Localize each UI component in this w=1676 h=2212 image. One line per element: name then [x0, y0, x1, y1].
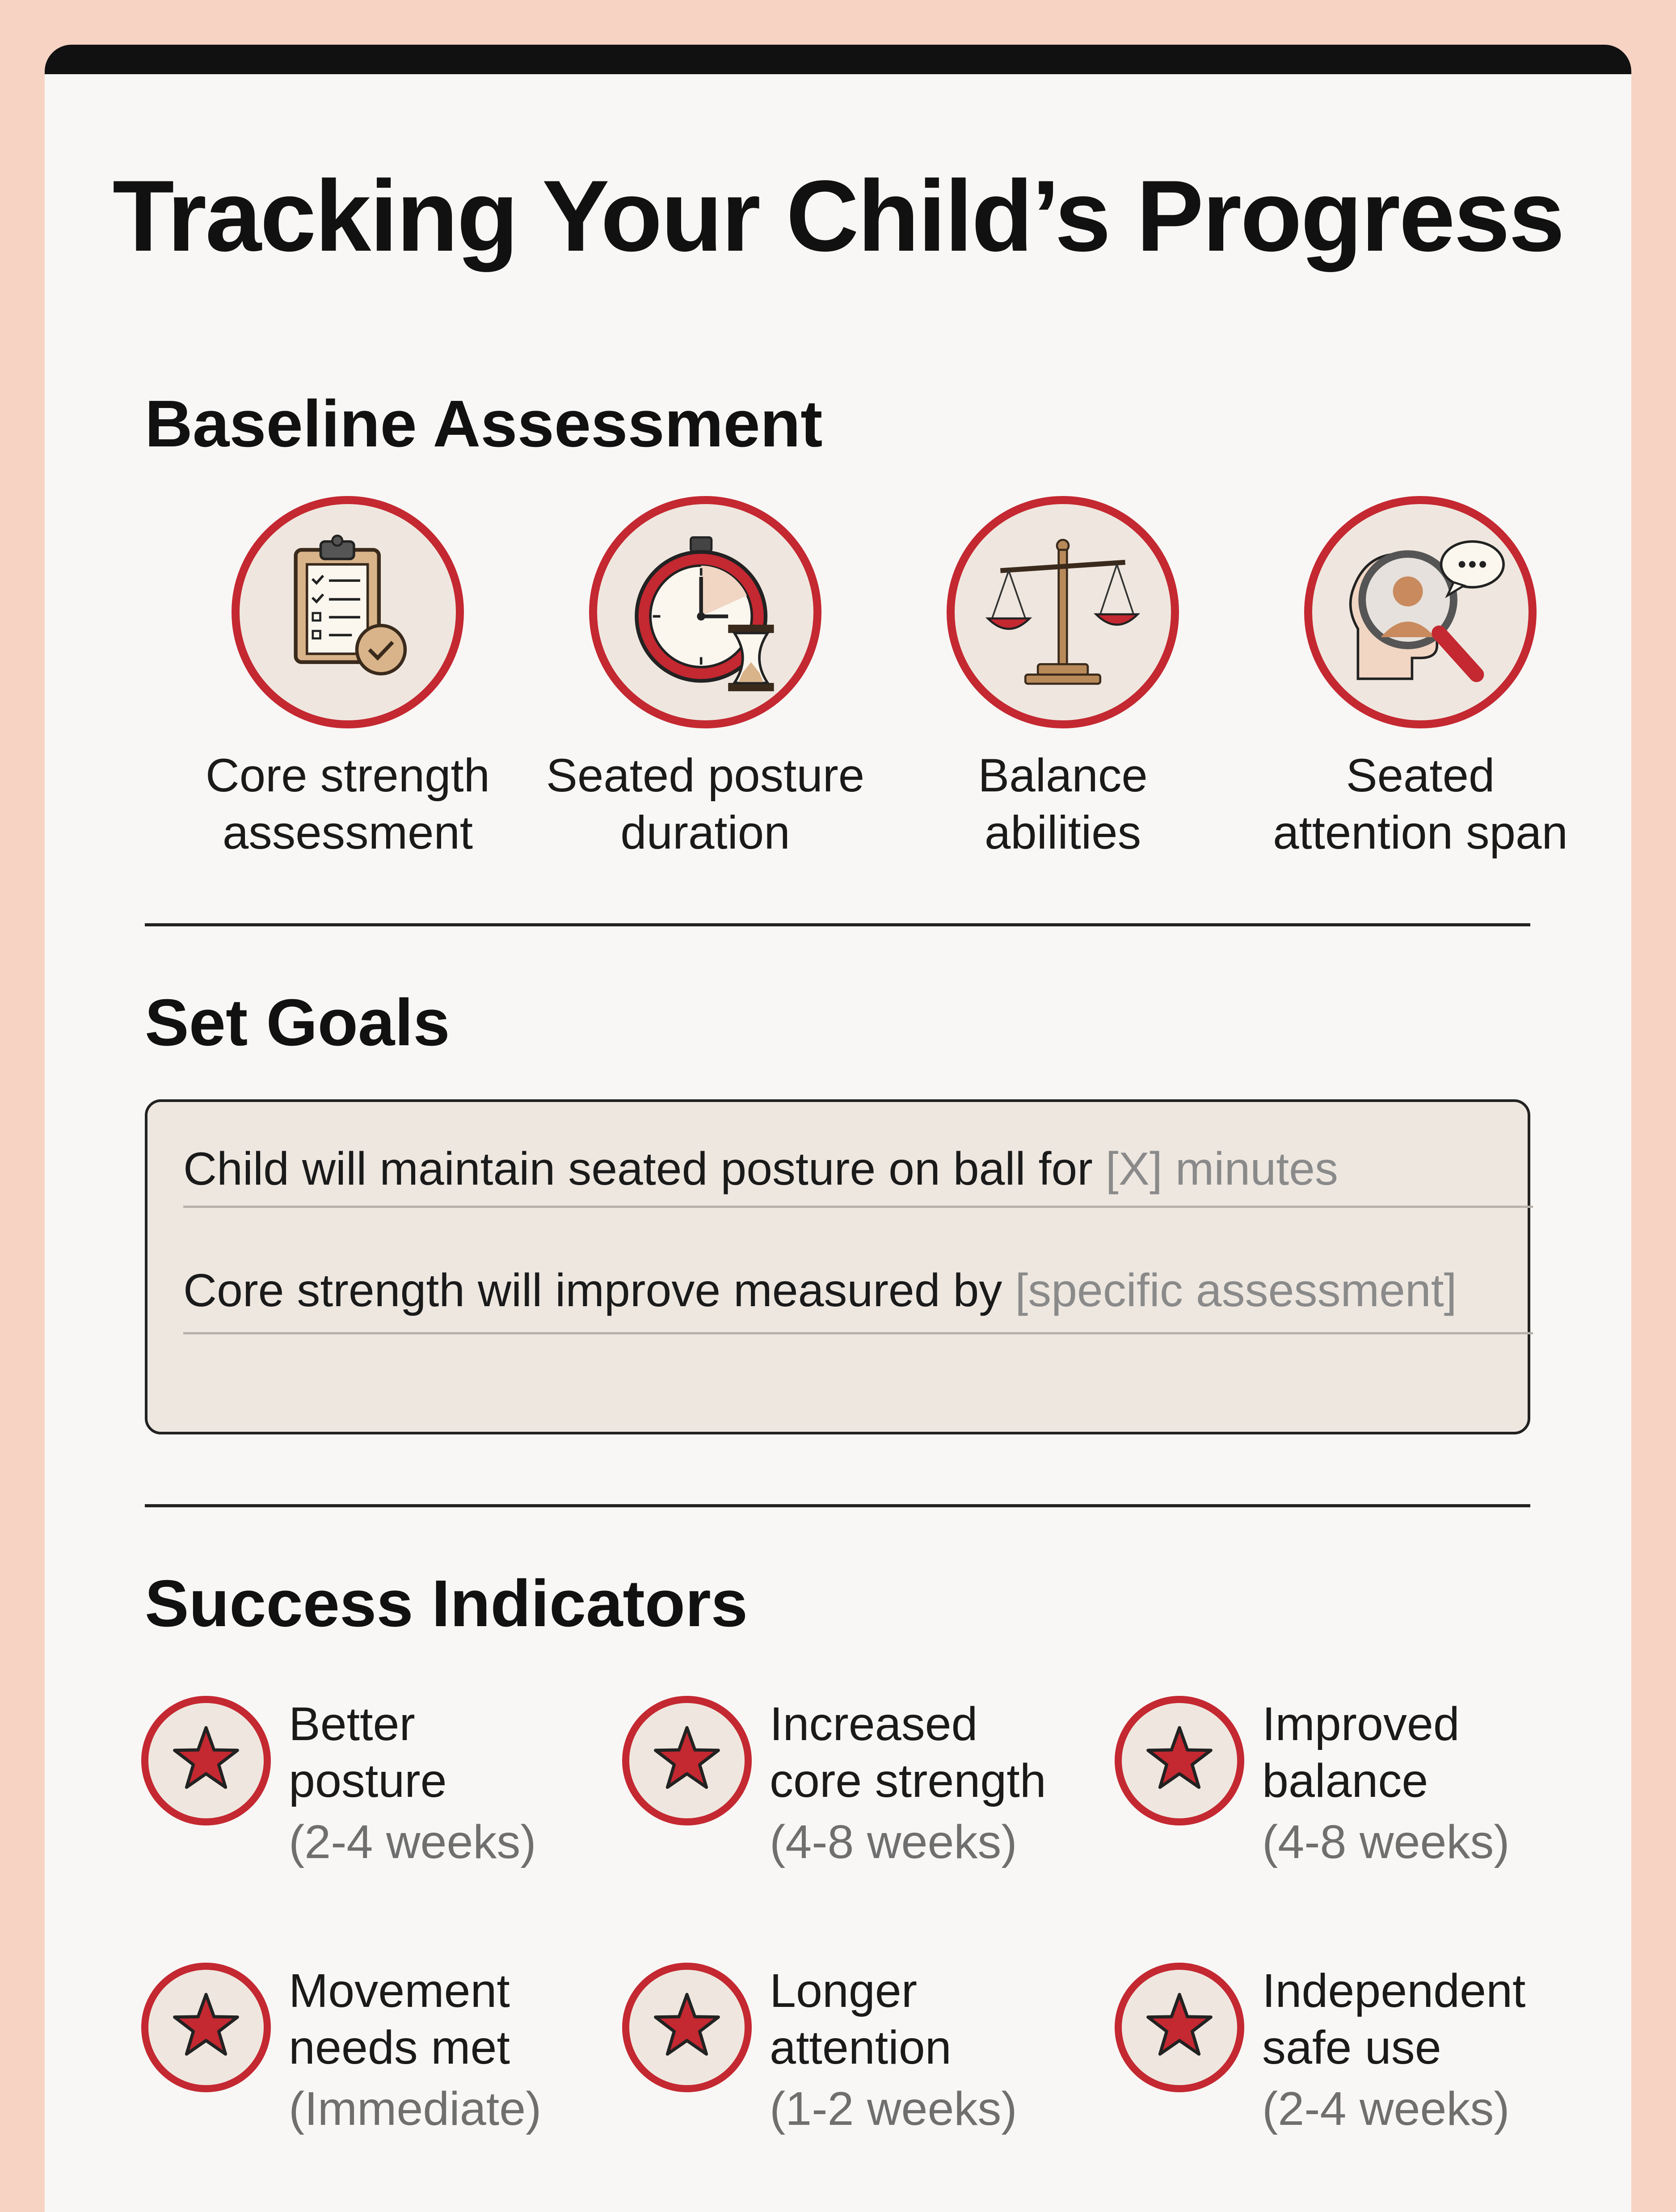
- assessment-balance: [902, 496, 1224, 862]
- indicator-title: Longer: [770, 1964, 918, 2017]
- star-icon: [622, 1963, 752, 2092]
- star-icon: [1115, 1963, 1244, 2092]
- indicator-movement-needs: [141, 1963, 611, 2150]
- assessment-attention-span: [1259, 496, 1581, 862]
- star-icon: [141, 1963, 271, 2092]
- indicator-timeframe: (2-4 weeks): [289, 1816, 536, 1869]
- magnifier-head-icon: [1304, 496, 1537, 728]
- goal-placeholder[interactable]: [X] minutes: [1105, 1143, 1338, 1195]
- goal-underline: [183, 1206, 1533, 1208]
- goal-core-strength: Core strength will improve measured by [specific assessment]: [183, 1265, 1457, 1316]
- assessment-label: Seated attention span: [1273, 749, 1568, 859]
- indicator-core-strength: [622, 1696, 1091, 1884]
- indicator-title: posture: [289, 1754, 447, 1808]
- indicator-title: Independent: [1262, 1964, 1526, 2017]
- star-icon: [622, 1696, 752, 1825]
- indicator-title: Improved: [1262, 1698, 1460, 1750]
- baseline-heading: Baseline Assessment: [145, 387, 823, 461]
- success-heading: Success Indicators: [145, 1567, 748, 1640]
- indicator-title: Better: [289, 1698, 415, 1750]
- indicator-title: attention: [770, 2021, 952, 2074]
- indicator-title: core strength: [770, 1754, 1046, 1808]
- indicator-timeframe: (1-2 weeks): [770, 2082, 1017, 2136]
- indicator-title: Increased: [770, 1698, 978, 1750]
- assessment-label: Core strength assessment: [205, 749, 490, 859]
- progress-card: [45, 45, 1631, 2212]
- section-divider: [145, 923, 1530, 926]
- star-icon: [1115, 1696, 1244, 1825]
- indicator-attention: [622, 1963, 1091, 2150]
- indicator-timeframe: (4-8 weeks): [770, 1816, 1017, 1869]
- star-icon: [141, 1696, 271, 1825]
- indicator-timeframe: (Immediate): [289, 2082, 542, 2136]
- stopwatch-hourglass-icon: [589, 496, 821, 728]
- assessment-seated-posture: [544, 496, 866, 862]
- indicator-title: needs met: [289, 2021, 510, 2074]
- indicator-timeframe: (2-4 weeks): [1262, 2082, 1510, 2136]
- indicator-balance: [1115, 1696, 1584, 1884]
- indicator-title: Movement: [289, 1964, 510, 2017]
- goals-heading: Set Goals: [145, 986, 450, 1060]
- assessment-label: Seated posture duration: [546, 749, 865, 859]
- assessment-label: Balance abilities: [978, 749, 1148, 859]
- assessment-core-strength: [187, 496, 509, 862]
- page-title: Tracking Your Child’s Progress: [112, 159, 1564, 272]
- card-top-bar: [45, 45, 1631, 74]
- goals-box: [145, 1099, 1530, 1434]
- indicator-independent-use: [1115, 1963, 1584, 2150]
- indicator-title: balance: [1262, 1754, 1428, 1808]
- indicator-better-posture: [141, 1696, 611, 1884]
- goal-posture: Child will maintain seated posture on ball for [X] minutes: [183, 1143, 1338, 1195]
- section-divider: [145, 1504, 1530, 1507]
- indicator-title: safe use: [1262, 2021, 1441, 2074]
- goal-placeholder[interactable]: [specific assessment]: [1015, 1265, 1457, 1316]
- indicator-timeframe: (4-8 weeks): [1262, 1816, 1510, 1869]
- goal-underline: [183, 1332, 1533, 1334]
- balance-scale-icon: [947, 496, 1179, 728]
- clipboard-checklist-icon: [232, 496, 464, 728]
